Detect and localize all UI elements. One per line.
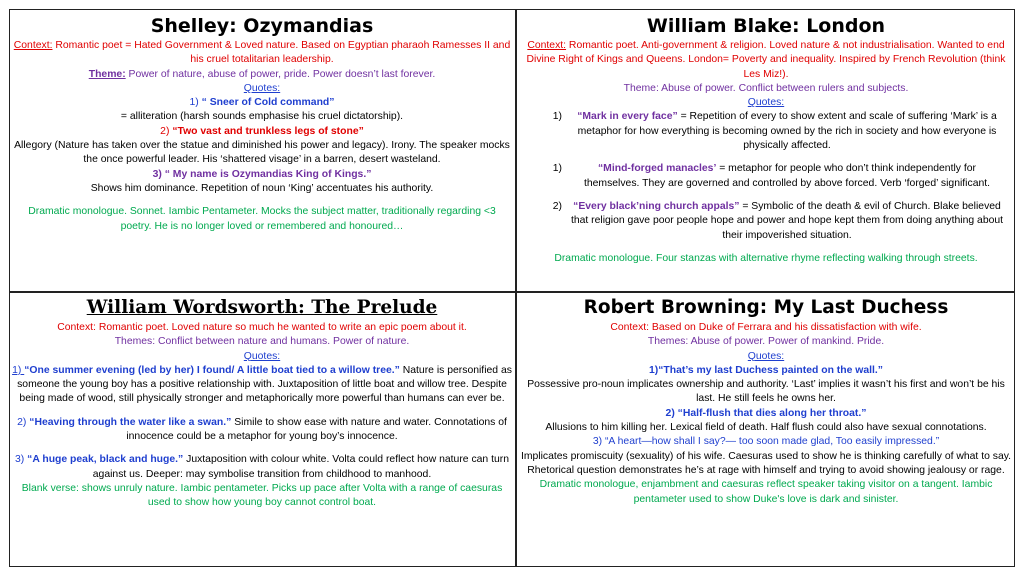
quote-3: 3) “ My name is Ozymandias King of Kings.” xyxy=(152,168,372,180)
vertical-divider xyxy=(515,9,517,567)
quote-1-analysis: Possessive pro-noun implicates ownership and authority. ‘Last’ implies it wasn’t his first and won’t be his last. He still feels he owns her. xyxy=(527,379,1005,405)
form-text: Dramatic monologue. Sonnet. Iambic Pentameter. Mocks the subject matter, traditionally regarding <3 poetry. He is no longer loved or remembered and honoured… xyxy=(28,206,496,232)
context-text: Context: Based on Duke of Ferrara and his dissatisfaction with wife. xyxy=(610,322,922,333)
panel-wordsworth xyxy=(12,294,512,565)
panel-title: Robert Browning: My Last Duchess xyxy=(583,297,949,318)
quote-1: 1) “ Sneer of Cold command” xyxy=(189,97,335,109)
panel-title: Shelley: Ozymandias xyxy=(150,15,374,37)
quote-1: 1) “One summer evening (led by her) I found/ A little boat tied to a willow tree.” Nature is personified as someone the young boy has a positive relationship with. Juxtaposition of little boat and willow tree. Despite being made of wood, still physically stronger and metaphorically more powerful than humans can ever be. xyxy=(12,364,512,405)
form-text: Dramatic monologue, enjambment and caesuras reflect speaker taking visitor on a tangent. Iambic pentameter used to show Duke's love is dark and sinister. xyxy=(539,479,993,505)
quote-1: 1) “Mark in every face” = Repetition of every to show extent and scale of suffering ‘Mark’ is a metaphor for how everything is becoming owned by the rich in society and how everyone is physically affected. xyxy=(552,111,997,152)
quotes-heading: Quotes: xyxy=(747,97,785,109)
panel-browning xyxy=(520,294,1012,565)
panel-title: William Blake: London xyxy=(646,15,886,37)
horizontal-divider xyxy=(9,291,1015,293)
context-text: Context: Romantic poet. Loved nature so much he wanted to write an epic poem about it. xyxy=(57,322,467,333)
theme-text: Theme: Power of nature, abuse of power, pride. Power doesn’t last forever. xyxy=(88,68,436,80)
quote-1-analysis: = alliteration (harsh sounds emphasise his cruel dictatorship). xyxy=(120,111,404,123)
quote-2: 2) “Half-flush that dies along her throat.” xyxy=(665,407,867,419)
panel-blake xyxy=(520,12,1012,289)
panel-title: William Wordsworth: The Prelude xyxy=(86,297,438,318)
quote-3-analysis: Shows him dominance. Repetition of noun ‘King’ accentuates his authority. xyxy=(90,182,434,194)
theme-text: Theme: Abuse of power. Conflict between rulers and subjects. xyxy=(623,82,909,94)
context-text: Context: Romantic poet. Anti-government & religion. Loved nature & not industrialisation. Wanted to end Divine Right of Kings and Queens. London= Poverty and inequality. Inspired by French Revolution (think Les Miz!). xyxy=(526,40,1006,80)
form-text: Dramatic monologue. Four stanzas with alternative rhyme reflecting walking through streets. xyxy=(554,252,978,264)
quotes-heading: Quotes: xyxy=(243,82,281,94)
panel-shelley xyxy=(12,12,512,289)
quote-2-analysis: Allusions to him killing her. Lexical field of death. Half flush could also have sexual connotations. xyxy=(545,422,987,434)
theme-text: Themes: Abuse of power. Power of mankind. Pride. xyxy=(647,336,885,348)
quote-2: 2) “Heaving through the water like a swan.” Simile to show ease with nature and water. Connotations of innocence could be a metaphor for young boy’s innocence. xyxy=(17,416,507,443)
context-text: Context: Romantic poet = Hated Government & Loved nature. Based on Egyptian pharaoh Ramesses II and his cruel totalitarian leadership. xyxy=(13,40,511,66)
theme-text: Themes: Conflict between nature and humans. Power of nature. xyxy=(114,336,410,348)
quote-3: 3) “A huge peak, black and huge.” Juxtaposition with colour white. Volta could reflect how nature can turn against us. Deeper: may symbolise transition from childhood to manhood. xyxy=(15,454,509,480)
quotes-heading: Quotes: xyxy=(243,350,281,362)
quote-2-analysis: Allegory (Nature has taken over the statue and diminished his power and legacy). Irony. The speaker mocks the once powerful leader. His ‘shattered visage’ in a barren, desert wasteland. xyxy=(14,140,510,166)
quote-3-analysis: Implicates promiscuity (sexuality) of his wife. Caesuras used to show he is thinking carefully of what to say. Rhetorical question demonstrates he’s at rage with himself and trying to avoid showing jealousy or rage. xyxy=(520,450,1012,476)
quote-3: 2) “Every black’ning church appals” = Symbolic of the death & evil of Church. Blake believed that religion gave poor people hope and power and hope kept them from doing anything about their impoverished situation. xyxy=(552,200,1004,241)
quote-2: 2) “Two vast and trunkless legs of stone” xyxy=(160,125,364,137)
quote-3: 3) “A heart—how shall I say?— too soon made glad, Too easily impressed.” xyxy=(592,436,940,448)
quote-1: 1)“That’s my last Duchess painted on the wall.” xyxy=(648,364,884,376)
form-text: Blank verse: shows unruly nature. Iambic pentameter. Picks up pace after Volta with a range of caesuras used to show how young boy cannot control boat. xyxy=(21,482,503,509)
quote-2: 1) “Mind-forged manacles’ = metaphor for people who don’t think independently for themselves. They are governed and controlled by above forced. Verb ‘forged’ significant. xyxy=(552,163,991,189)
quotes-heading: Quotes: xyxy=(747,350,785,362)
